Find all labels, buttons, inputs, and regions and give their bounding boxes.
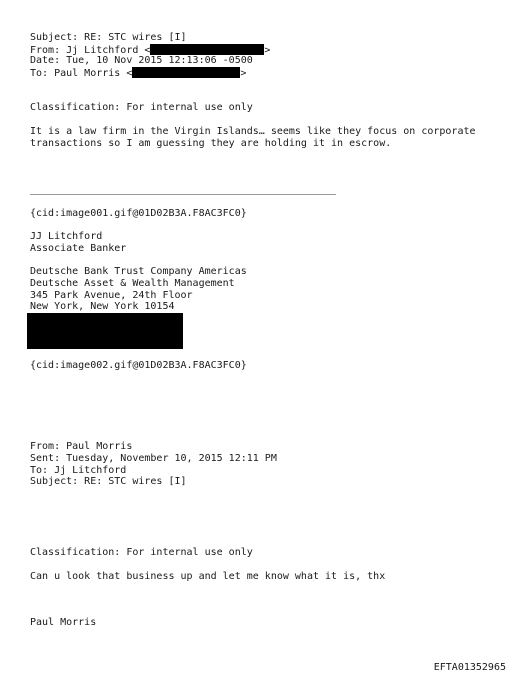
email-to-label: To: Paul Morris < [30,68,133,79]
redaction-block [27,313,183,349]
original-signoff: Paul Morris [30,617,97,628]
signature-title: Associate Banker [30,243,127,254]
classification-notice: Classification: For internal use only [30,102,253,113]
email-from-label: From: Jj Litchford < [30,45,151,56]
email-from-close: > [264,45,271,56]
signature-image-placeholder: {cid:image001.gif@01D02B3A.F8AC3FC0} [30,208,247,219]
reply-body-line: It is a law firm in the Virgin Islands… seems like they focus on corporate [30,126,476,137]
bates-number: EFTA01352965 [433,662,506,673]
signature-name: JJ Litchford [30,231,103,242]
redaction-box [132,67,240,78]
reply-body-line: transactions so I am guessing they are holding it in escrow. [30,138,392,149]
redaction-box [150,44,264,55]
original-subject: Subject: RE: STC wires [I] [30,476,187,487]
signature-division: Deutsche Asset & Wealth Management [30,278,235,289]
original-body: Can u look that business up and let me know what it is, thx [30,571,386,582]
signature-company: Deutsche Bank Trust Company Americas [30,266,247,277]
original-from: From: Paul Morris [30,441,133,452]
original-sent: Sent: Tuesday, November 10, 2015 12:11 PM [30,453,277,464]
email-date: Date: Tue, 10 Nov 2015 12:13:06 -0500 [30,55,253,66]
signature-city: New York, New York 10154 [30,301,175,312]
separator-rule [30,194,336,195]
email-to [30,67,246,80]
email-subject: Subject: RE: STC wires [I] [30,32,187,43]
email-to-close: > [240,68,247,79]
classification-notice: Classification: For internal use only [30,547,253,558]
signature-address: 345 Park Avenue, 24th Floor [30,290,193,301]
original-to: To: Jj Litchford [30,465,127,476]
signature-image-placeholder: {cid:image002.gif@01D02B3A.F8AC3FC0} [30,360,247,371]
